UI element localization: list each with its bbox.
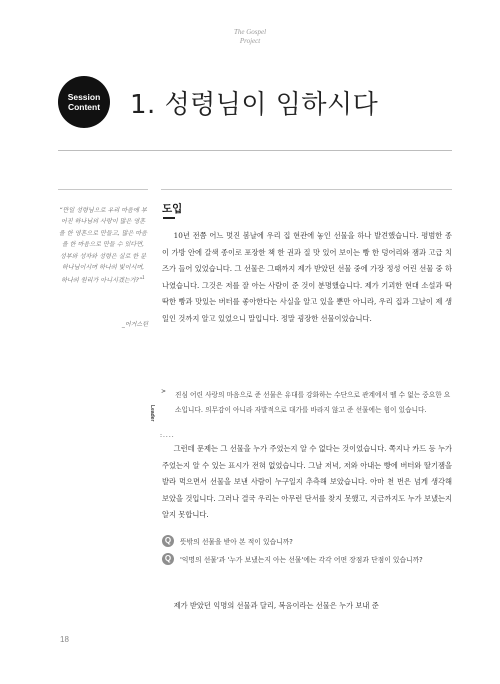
sidebar-quote-text: “만일 성령님으로 우리 마음에 부어진 하나님의 사랑이 많은 영혼을 한 영혼으로 만들고, 많은 마음을 한 마음으로 만들 수 있다면, 성부와 성자와 성령은 실로 한 분 하나님이시며 하나의 빛이시며, 하나의 원리가 아니시겠는가?” xyxy=(58,207,148,285)
section-heading: 도입 xyxy=(162,203,183,215)
second-paragraph: 그런데 문제는 그 선물을 누가 주었는지 알 수 없다는 것이었습니다. 쪽지나 카드 등 누가 주었는지 알 수 있는 표시가 전혀 없었습니다. 그날 저녁, 저와 아내는 빵에 버터와 딸기잼을 발라 먹으면서 선물을 보낸 사람이 누구일지 추측해 보았습니다. 아마 천 번은 넘게 생각해 보았을 것입니다. 그러나 결국 우리는 아무런 단서를 찾지 못했고, 지금까지도 누가 보냈는지 알지 못합니다. xyxy=(162,444,452,520)
sidebar-quote-author: _어거스틴 xyxy=(121,321,148,328)
sidebar-quote-footnote: 1 xyxy=(142,276,145,282)
question-text: '익명의 선물'과 '누가 보냈는지 아는 선물'에는 각각 어떤 장점과 단점이 있습니까? xyxy=(180,556,423,564)
running-head xyxy=(0,28,500,46)
intro-paragraph: 10년 전쯤 어느 멋진 봄날에 우리 집 현관에 놓인 선물을 하나 발견했습니다. 평범한 종이 가방 안에 갈색 종이로 포장한 책 한 권과 질 맛 있어 보이는 빵 한 덩어리와 잼과 고급 치즈가 들어 있었습니다. 그 선물은 그때까지 제가 받았던 선물 중에 가장 정성 어린 선물 중 하나였습니다. 그것은 저를 잘 아는 사람이 준 것이 분명했습니다. 제가 기괴한 현대 소설과 딱딱한 빵과 맛있는 버터를 좋아한다는 사실을 알고 있을 뿐만 아니라, 우리 집과 그날이 제 생일인 것까지 알고 있었으니 말입니다. 정말 굉장한 선물이었습니다. xyxy=(162,231,452,323)
section-heading-underline xyxy=(163,217,175,219)
sidebar-divider xyxy=(58,189,148,190)
session-badge-line2: Content xyxy=(67,102,101,112)
section-divider xyxy=(161,189,452,190)
session-title: 1. 성령님이 임하시다 xyxy=(130,90,379,120)
question-badge: Q xyxy=(162,553,174,565)
running-head-line1: The Gospel xyxy=(233,28,267,36)
running-head-line2: Project xyxy=(239,37,261,45)
question-badge: Q xyxy=(162,535,174,547)
question-text: 뜻밖의 선물을 받아 본 적이 있습니까? xyxy=(180,538,293,546)
leader-label: Leader xyxy=(149,405,155,422)
leader-dots: :.... xyxy=(160,432,175,439)
sidebar-quote xyxy=(58,205,148,287)
page-number: 18 xyxy=(60,635,69,644)
title-divider xyxy=(58,150,452,151)
closing-paragraph: 제가 받았던 익명의 선물과 달리, 복음이라는 선물은 누가 보내 준 xyxy=(173,601,379,610)
session-badge xyxy=(58,76,110,128)
session-badge-line1: Session xyxy=(67,92,101,102)
leader-arrow-icon: > xyxy=(161,388,167,395)
leader-note: 진심 어린 사랑의 마음으로 준 선물은 유대를 강화하는 수단으로 관계에서 뗄 수 없는 중요한 요소입니다. 의무감이 아니라 자발적으로 대가를 바라지 않고 준 선물에는 힘이 있습니다. xyxy=(175,391,451,414)
